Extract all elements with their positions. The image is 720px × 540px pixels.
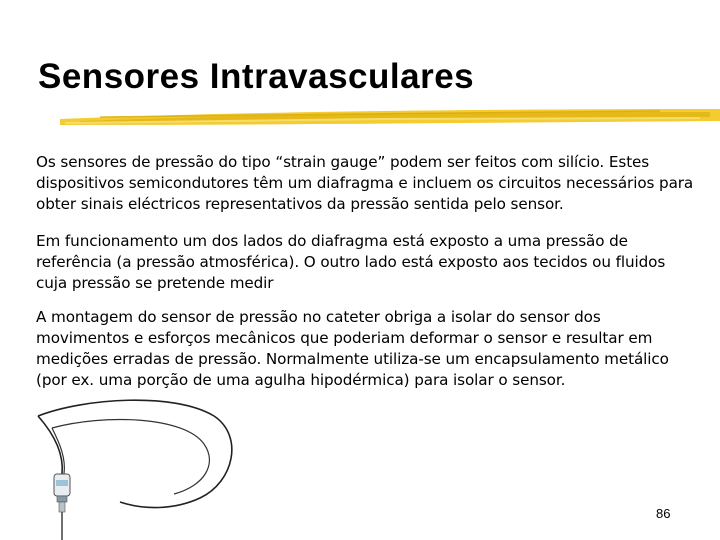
paragraph-mounting: A montagem do sensor de pressão no cateter obriga a isolar do sensor dos movimentos e esforços mecânicos que poderiam deformar o sensor e resultar em medições erradas de pressão. Normalmente utiliza-se um encapsulamento metálico (por ex. uma porção de uma agulha hipodérmica) para isolar o sensor. <box>36 308 669 389</box>
page-number: 86 <box>656 506 671 521</box>
title-underline-brushstroke <box>60 103 720 133</box>
paragraph-diaphragm: Em funcionamento um dos lados do diafragma está exposto a uma pressão de referência (a pressão atmosférica). O outro lado está exposto aos tecidos ou fluidos cuja pressão se pretende medir <box>36 232 666 292</box>
slide-title: Sensores Intravasculares <box>38 57 475 96</box>
paragraph-strain-gauge: Os sensores de pressão do tipo “strain gauge” podem ser feitos com silício. Estes dispositivos semicondutores têm um diafragma e incluem os circuitos necessários para obter sinais eléctricos representativos da pressão sentida pelo sensor. <box>36 153 694 213</box>
catheter-sensor-image <box>24 394 244 540</box>
